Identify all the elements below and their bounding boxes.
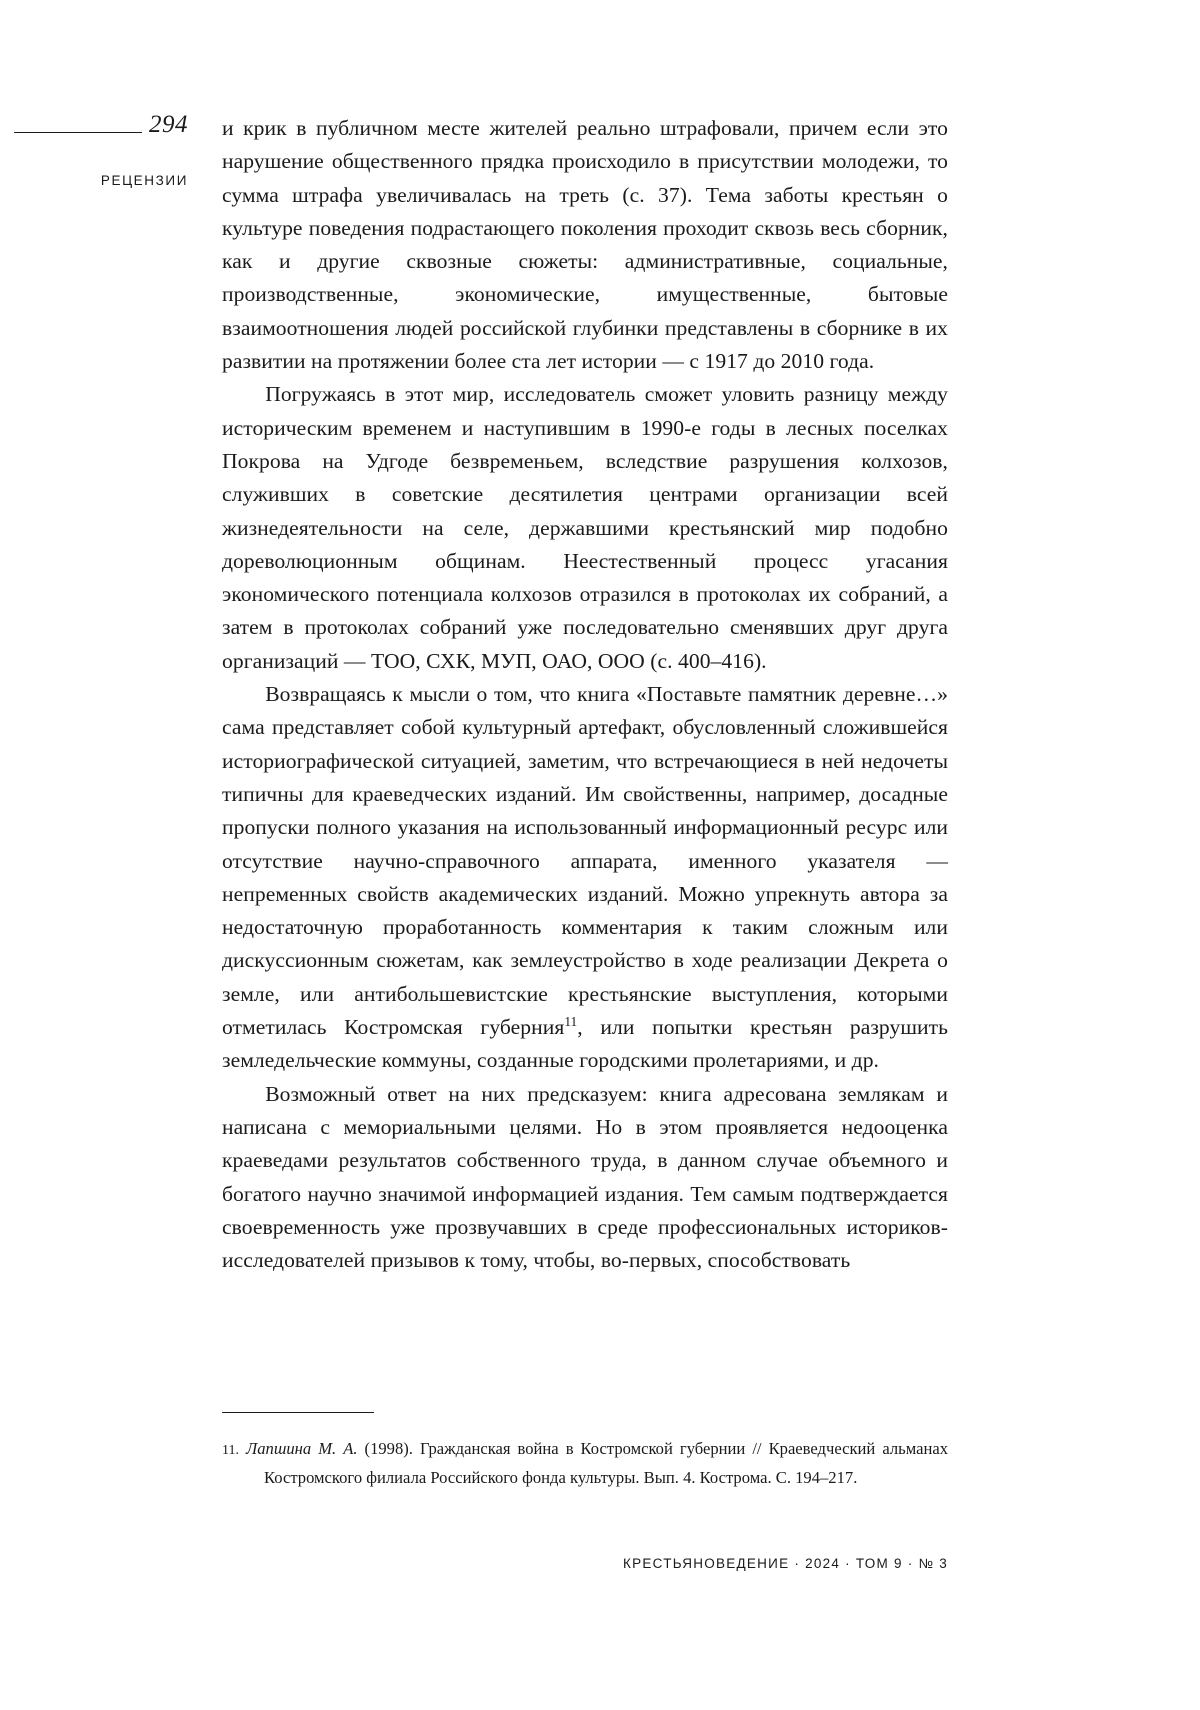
footnote-number: 11.	[222, 1443, 239, 1458]
paragraph-3-lead: Возвращаясь к мысли о том, что книга «Поставьте памятник деревне…» сама представляет собой культурный артефакт, обусловленный сложившейся историографической ситуацией, заметим, что встречающиеся в ней недочеты типичны для краеведческих изданий. Им свойственны, например, досадные пропуски полного указания на использованный информационный ресурс или отсутствие научно-справочного аппарата, именного указателя — непременных свойств академических изданий. Можно упрекнуть автора за недостаточную проработанность комментария к таким сложным или дискуссионным сюжетам, как землеустройство в ходе реализации Декрета о земле, или антибольшевистские крестьянские выступления, которыми отметилась Костромская губерния	[222, 682, 948, 1040]
paragraph-2: Погружаясь в этот мир, исследователь сможет уловить разницу между историческим временем и наступившим в 1990-е годы в лесных поселках Покрова на Удгоде безвременьем, вследствие разрушения колхозов, служивших в советские десятилетия центрами организации всей жизнедеятельности на селе, державшими крестьянский мир подобно дореволюционным общинам. Неестественный процесс угасания экономического потенциала колхозов отразился в протоколах их собраний, а затем в протоколах собраний уже последовательно сменявших друг друга организаций — ТОО, СХК, МУП, ОАО, ООО (с. 400–416).	[222, 382, 948, 673]
page-number: 294	[149, 111, 188, 138]
page-margin-block	[0, 112, 196, 188]
margin-rule	[14, 132, 142, 133]
paragraph-1: и крик в публичном месте жителей реально штрафовали, причем если это нарушение общественного прядка происходило в присутствии молодежи, то сумма штрафа увеличивалась на треть (с. 37). Тема заботы крестьян о культуре поведения подрастающего поколения проходит сквозь весь сборник, как и другие сквозные сюжеты: административные, социальные, производственные, экономические, имущественные, бытовые взаимоотношения людей российской глубинки представлены в сборнике в их развитии на протяжении более ста лет истории — с 1917 до 2010 года.	[222, 116, 948, 374]
footnote-text: (1998). Гражданская война в Костромской губернии // Краеведческий альманах Костромского филиала Российского фонда культуры. Вып. 4. Кострома. С. 194–217.	[264, 1439, 948, 1487]
footnote-separator	[222, 1412, 374, 1413]
paragraph-3	[222, 678, 948, 1078]
paragraph-3-tail: , или попытки крестьян разрушить земледельческие коммуны, созданные городскими пролетариями, и др.	[222, 1015, 948, 1073]
footnote-entry	[222, 1435, 948, 1491]
footnote-marker[interactable]: 11	[564, 1013, 578, 1029]
main-text-column	[222, 112, 948, 1277]
running-foot: КРЕСТЬЯНОВЕДЕНИЕ · 2024 · ТОМ 9 · № 3	[623, 1556, 948, 1571]
paragraph-4: Возможный ответ на них предсказуем: книга адресована землякам и написана с мемориальными целями. Но в этом проявляется недооценка краеведами результатов собственного труда, в данном случае объемного и богатого научно значимой информацией издания. Тем самым подтверждается своевременность уже прозвучавших в среде профессиональных историков-исследователей призывов к тому, чтобы, во-первых, способствовать	[222, 1081, 948, 1273]
footnote-author: Лапшина М. А.	[246, 1439, 358, 1458]
running-head: РЕЦЕНЗИИ	[100, 173, 188, 188]
footnote-area	[222, 1412, 948, 1491]
